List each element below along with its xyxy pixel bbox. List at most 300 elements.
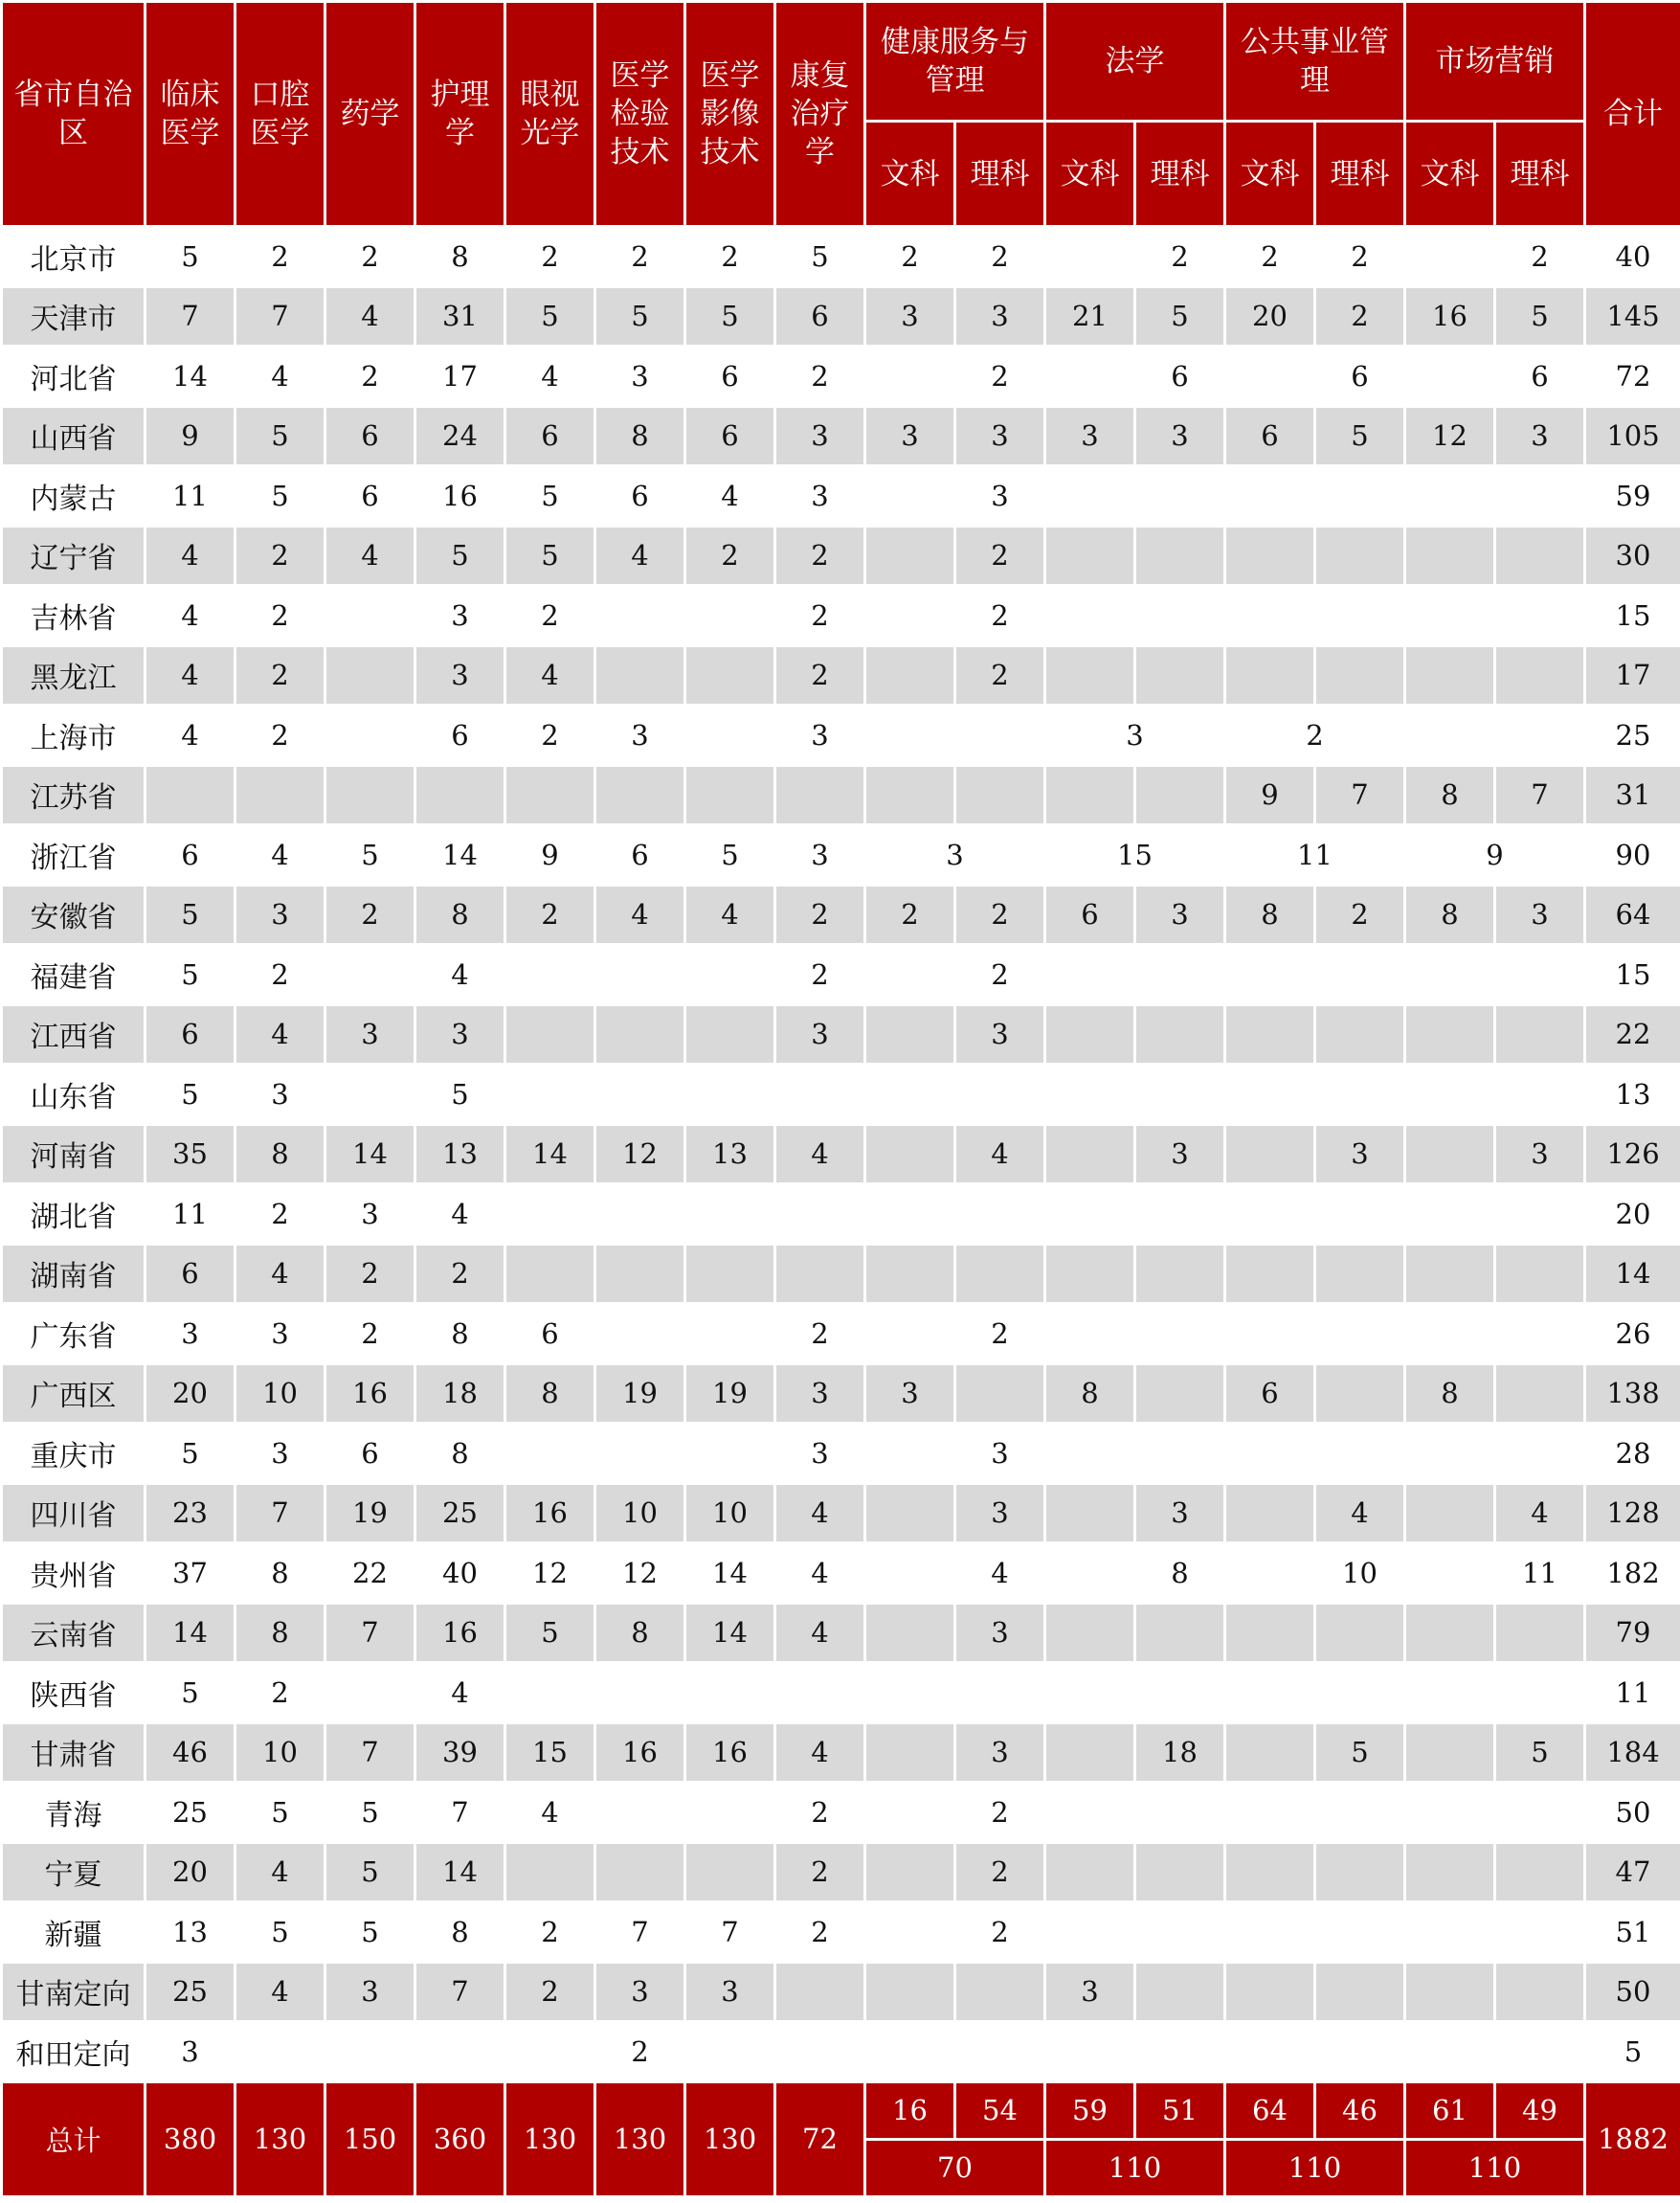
value-cell	[685, 645, 775, 706]
value-cell	[775, 1962, 865, 2022]
table-row	[2, 1543, 1680, 1604]
value-cell: 12	[595, 1124, 685, 1184]
value-cell	[1495, 1603, 1585, 1663]
province-cell: 甘肃省	[2, 1722, 146, 1783]
table-row	[2, 1663, 1680, 1723]
value-cell: 5	[325, 1783, 415, 1843]
total-cell: 130	[505, 2081, 595, 2196]
value-cell	[1315, 1004, 1405, 1065]
value-cell: 3	[1135, 885, 1225, 945]
value-cell: 8	[235, 1124, 325, 1184]
value-cell: 18	[1135, 1722, 1225, 1783]
value-cell	[1405, 1962, 1495, 2022]
value-cell: 3	[415, 645, 505, 706]
value-cell: 2	[955, 945, 1045, 1005]
total-li: 49	[1495, 2081, 1585, 2139]
province-cell: 江西省	[2, 1004, 146, 1065]
value-cell: 25	[146, 1962, 235, 2022]
value-cell: 2	[865, 227, 955, 287]
value-cell: 14	[415, 1842, 505, 1902]
value-cell	[1045, 1603, 1135, 1663]
header-sub-wen: 文科	[1225, 122, 1315, 227]
table-row	[2, 945, 1680, 1005]
value-cell	[1405, 1842, 1495, 1902]
row-total-cell: 126	[1585, 1124, 1680, 1184]
value-cell: 8	[415, 1304, 505, 1364]
value-cell	[865, 1304, 955, 1364]
value-cell: 11	[146, 466, 235, 527]
value-cell	[595, 586, 685, 646]
value-cell: 9	[1225, 765, 1315, 825]
value-cell: 5	[146, 945, 235, 1005]
value-cell	[1045, 466, 1135, 527]
value-cell	[1225, 526, 1315, 586]
grand-total: 1882	[1585, 2081, 1680, 2196]
value-cell	[1045, 1543, 1135, 1604]
row-total-cell: 79	[1585, 1603, 1680, 1663]
value-cell: 3	[1045, 1962, 1135, 2022]
value-cell: 2	[235, 1663, 325, 1723]
province-cell: 广东省	[2, 1304, 146, 1364]
value-cell: 3	[1135, 1124, 1225, 1184]
value-cell	[1135, 765, 1225, 825]
value-cell	[1405, 1483, 1495, 1543]
value-cell	[865, 466, 955, 527]
value-cell: 10	[235, 1363, 325, 1424]
value-cell	[775, 2022, 865, 2082]
value-cell: 4	[235, 1842, 325, 1902]
total-cell: 72	[775, 2081, 865, 2196]
value-cell	[1225, 347, 1315, 407]
value-cell: 7	[1315, 765, 1405, 825]
value-cell: 23	[146, 1483, 235, 1543]
header-major: 康复治疗学	[775, 2, 865, 227]
value-cell	[1045, 945, 1135, 1005]
value-cell	[955, 1962, 1045, 2022]
total-cell: 130	[685, 2081, 775, 2196]
value-cell: 3	[415, 586, 505, 646]
merged-value-cell: 15	[1045, 825, 1225, 886]
value-cell: 4	[415, 1663, 505, 1723]
value-cell: 7	[415, 1962, 505, 2022]
value-cell	[1405, 645, 1495, 706]
value-cell: 8	[1405, 1363, 1495, 1424]
total-wen: 61	[1405, 2081, 1495, 2139]
table-header	[2, 2, 1680, 227]
province-cell: 河北省	[2, 347, 146, 407]
row-total-cell: 138	[1585, 1363, 1680, 1424]
total-cell: 360	[415, 2081, 505, 2196]
value-cell	[1315, 1065, 1405, 1125]
value-cell: 2	[235, 645, 325, 706]
value-cell: 8	[1225, 885, 1315, 945]
value-cell: 4	[146, 586, 235, 646]
value-cell: 12	[1405, 406, 1495, 466]
value-cell	[1495, 526, 1585, 586]
value-cell	[1045, 1304, 1135, 1364]
province-cell: 浙江省	[2, 825, 146, 886]
value-cell: 12	[595, 1543, 685, 1604]
header-split-major: 法学	[1045, 2, 1225, 122]
table-row	[2, 1842, 1680, 1902]
value-cell	[505, 1184, 595, 1245]
value-cell	[1045, 586, 1135, 646]
value-cell	[1135, 1663, 1225, 1723]
value-cell: 2	[235, 227, 325, 287]
value-cell	[325, 1065, 415, 1125]
value-cell: 7	[325, 1722, 415, 1783]
value-cell	[325, 706, 415, 766]
value-cell: 19	[595, 1363, 685, 1424]
value-cell: 19	[325, 1483, 415, 1543]
value-cell	[595, 1842, 685, 1902]
row-total-cell: 17	[1585, 645, 1680, 706]
value-cell	[505, 1065, 595, 1125]
value-cell	[775, 1184, 865, 1245]
value-cell: 16	[1405, 286, 1495, 347]
value-cell: 3	[1495, 885, 1585, 945]
value-cell: 6	[1225, 406, 1315, 466]
value-cell	[1045, 1783, 1135, 1843]
value-cell: 2	[775, 945, 865, 1005]
value-cell: 6	[325, 466, 415, 527]
table-row	[2, 526, 1680, 586]
value-cell: 6	[146, 1244, 235, 1304]
value-cell: 14	[685, 1603, 775, 1663]
value-cell: 3	[1495, 1124, 1585, 1184]
value-cell: 2	[595, 227, 685, 287]
totals-label: 总计	[2, 2081, 146, 2196]
province-cell: 吉林省	[2, 586, 146, 646]
value-cell: 6	[505, 1304, 595, 1364]
value-cell	[595, 1004, 685, 1065]
value-cell	[1135, 1783, 1225, 1843]
value-cell	[685, 1783, 775, 1843]
value-cell	[865, 1962, 955, 2022]
total-split-sum: 110	[1405, 2139, 1585, 2196]
value-cell	[865, 586, 955, 646]
value-cell: 2	[235, 945, 325, 1005]
value-cell: 8	[1405, 885, 1495, 945]
value-cell: 4	[775, 1543, 865, 1604]
value-cell	[1225, 1603, 1315, 1663]
value-cell: 6	[146, 825, 235, 886]
value-cell	[1495, 1304, 1585, 1364]
value-cell: 2	[325, 885, 415, 945]
value-cell	[235, 765, 325, 825]
value-cell: 8	[415, 1424, 505, 1484]
value-cell: 2	[955, 586, 1045, 646]
province-cell: 贵州省	[2, 1543, 146, 1604]
value-cell	[1495, 586, 1585, 646]
value-cell: 3	[235, 885, 325, 945]
value-cell	[325, 945, 415, 1005]
header-split-major: 公共事业管理	[1225, 2, 1405, 122]
value-cell	[1495, 945, 1585, 1005]
value-cell	[1135, 2022, 1225, 2082]
value-cell	[1045, 1902, 1135, 1963]
row-total-cell: 47	[1585, 1842, 1680, 1902]
value-cell: 24	[415, 406, 505, 466]
value-cell	[1225, 1424, 1315, 1484]
value-cell: 8	[1045, 1363, 1135, 1424]
value-cell: 2	[775, 526, 865, 586]
value-cell: 10	[685, 1483, 775, 1543]
value-cell	[1135, 1304, 1225, 1364]
value-cell: 7	[325, 1603, 415, 1663]
value-cell: 3	[955, 1004, 1045, 1065]
merged-value-cell: 11	[1225, 825, 1405, 886]
value-cell: 25	[415, 1483, 505, 1543]
value-cell: 9	[505, 825, 595, 886]
row-total-cell: 145	[1585, 286, 1680, 347]
value-cell: 2	[1315, 885, 1405, 945]
value-cell: 4	[325, 526, 415, 586]
value-cell	[505, 1244, 595, 1304]
value-cell: 4	[1495, 1483, 1585, 1543]
table-body	[2, 227, 1680, 2082]
value-cell: 2	[775, 1842, 865, 1902]
value-cell	[685, 1244, 775, 1304]
total-li: 54	[955, 2081, 1045, 2139]
value-cell: 2	[775, 1902, 865, 1963]
table-row	[2, 1065, 1680, 1125]
value-cell: 6	[685, 406, 775, 466]
row-total-cell: 51	[1585, 1902, 1680, 1963]
value-cell: 4	[415, 945, 505, 1005]
value-cell: 7	[595, 1902, 685, 1963]
value-cell: 3	[415, 1004, 505, 1065]
value-cell: 5	[146, 227, 235, 287]
value-cell	[1045, 1124, 1135, 1184]
value-cell: 2	[505, 706, 595, 766]
value-cell: 20	[146, 1842, 235, 1902]
value-cell: 8	[595, 406, 685, 466]
value-cell: 2	[235, 706, 325, 766]
value-cell: 15	[505, 1722, 595, 1783]
value-cell	[1045, 2022, 1135, 2082]
row-total-cell: 128	[1585, 1483, 1680, 1543]
value-cell: 2	[775, 586, 865, 646]
table-row	[2, 1004, 1680, 1065]
value-cell: 5	[505, 526, 595, 586]
value-cell: 8	[415, 227, 505, 287]
header-total: 合计	[1585, 2, 1680, 227]
value-cell	[1495, 1783, 1585, 1843]
value-cell	[865, 1663, 955, 1723]
value-cell	[1405, 1184, 1495, 1245]
merged-value-cell: 9	[1405, 825, 1585, 886]
value-cell	[685, 706, 775, 766]
value-cell: 4	[415, 1184, 505, 1245]
value-cell	[1045, 227, 1135, 287]
row-total-cell: 90	[1585, 825, 1680, 886]
value-cell	[1225, 1124, 1315, 1184]
row-total-cell: 105	[1585, 406, 1680, 466]
value-cell: 5	[235, 1783, 325, 1843]
total-wen: 16	[865, 2081, 955, 2139]
value-cell: 5	[685, 825, 775, 886]
value-cell: 2	[235, 586, 325, 646]
province-cell: 江苏省	[2, 765, 146, 825]
value-cell	[505, 1842, 595, 1902]
value-cell	[1315, 645, 1405, 706]
value-cell	[1405, 1543, 1495, 1604]
value-cell: 37	[146, 1543, 235, 1604]
value-cell	[505, 1663, 595, 1723]
value-cell: 3	[955, 466, 1045, 527]
header-sub-wen: 文科	[1045, 122, 1135, 227]
header-major: 医学检验技术	[595, 2, 685, 227]
value-cell: 31	[415, 286, 505, 347]
row-total-cell: 72	[1585, 347, 1680, 407]
value-cell: 3	[775, 1363, 865, 1424]
value-cell: 7	[685, 1902, 775, 1963]
value-cell: 11	[1495, 1543, 1585, 1604]
value-cell	[1225, 1722, 1315, 1783]
value-cell	[1315, 1363, 1405, 1424]
value-cell: 5	[146, 885, 235, 945]
province-cell: 重庆市	[2, 1424, 146, 1484]
value-cell: 5	[235, 466, 325, 527]
row-total-cell: 11	[1585, 1663, 1680, 1723]
row-total-cell: 22	[1585, 1004, 1680, 1065]
value-cell	[955, 1244, 1045, 1304]
value-cell: 4	[955, 1543, 1045, 1604]
value-cell: 2	[1135, 227, 1225, 287]
value-cell: 2	[775, 645, 865, 706]
value-cell: 35	[146, 1124, 235, 1184]
value-cell: 2	[955, 526, 1045, 586]
value-cell: 6	[415, 706, 505, 766]
value-cell: 2	[235, 526, 325, 586]
value-cell	[1315, 945, 1405, 1005]
value-cell	[775, 1244, 865, 1304]
value-cell	[1045, 1065, 1135, 1125]
value-cell	[865, 1424, 955, 1484]
value-cell	[1045, 526, 1135, 586]
value-cell: 3	[146, 2022, 235, 2082]
value-cell	[1045, 1004, 1135, 1065]
value-cell	[865, 645, 955, 706]
value-cell: 6	[595, 825, 685, 886]
table-row	[2, 1363, 1680, 1424]
value-cell: 4	[685, 466, 775, 527]
value-cell	[685, 1842, 775, 1902]
value-cell: 3	[146, 1304, 235, 1364]
province-cell: 天津市	[2, 286, 146, 347]
table-row	[2, 706, 1680, 766]
value-cell	[1405, 1124, 1495, 1184]
province-cell: 新疆	[2, 1902, 146, 1963]
value-cell	[685, 1424, 775, 1484]
value-cell: 4	[146, 526, 235, 586]
value-cell	[1225, 466, 1315, 527]
value-cell: 3	[595, 347, 685, 407]
value-cell: 3	[325, 1184, 415, 1245]
value-cell	[865, 347, 955, 407]
value-cell: 8	[1135, 1543, 1225, 1604]
value-cell: 6	[1225, 1363, 1315, 1424]
value-cell: 2	[775, 347, 865, 407]
province-cell: 青海	[2, 1783, 146, 1843]
province-cell: 广西区	[2, 1363, 146, 1424]
value-cell: 5	[1135, 286, 1225, 347]
value-cell	[955, 1065, 1045, 1125]
value-cell	[1225, 1783, 1315, 1843]
value-cell: 19	[685, 1363, 775, 1424]
value-cell: 40	[415, 1543, 505, 1604]
value-cell: 3	[1135, 1483, 1225, 1543]
value-cell	[1315, 1962, 1405, 2022]
value-cell: 11	[146, 1184, 235, 1245]
row-total-cell: 15	[1585, 586, 1680, 646]
value-cell: 4	[235, 1004, 325, 1065]
value-cell	[865, 1124, 955, 1184]
value-cell	[325, 765, 415, 825]
header-sub-wen: 文科	[865, 122, 955, 227]
value-cell	[505, 1424, 595, 1484]
merged-value-cell: 3	[1045, 706, 1225, 766]
value-cell: 14	[505, 1124, 595, 1184]
value-cell: 13	[146, 1902, 235, 1963]
value-cell	[1405, 1902, 1495, 1963]
value-cell	[1135, 945, 1225, 1005]
value-cell	[865, 1543, 955, 1604]
table-row	[2, 1603, 1680, 1663]
value-cell: 8	[1405, 765, 1495, 825]
value-cell: 2	[1315, 227, 1405, 287]
value-cell	[595, 645, 685, 706]
value-cell: 3	[775, 706, 865, 766]
value-cell: 16	[505, 1483, 595, 1543]
table-row	[2, 1962, 1680, 2022]
value-cell	[1315, 526, 1405, 586]
value-cell	[1135, 1603, 1225, 1663]
value-cell: 7	[235, 286, 325, 347]
row-total-cell: 31	[1585, 765, 1680, 825]
value-cell: 20	[146, 1363, 235, 1424]
value-cell	[1405, 1663, 1495, 1723]
total-split-sum: 70	[865, 2139, 1045, 2196]
value-cell: 2	[955, 1902, 1045, 1963]
value-cell: 5	[325, 1902, 415, 1963]
value-cell	[685, 1304, 775, 1364]
value-cell	[1225, 1004, 1315, 1065]
value-cell: 2	[1495, 227, 1585, 287]
province-cell: 辽宁省	[2, 526, 146, 586]
value-cell: 2	[505, 586, 595, 646]
value-cell	[1045, 645, 1135, 706]
value-cell: 2	[955, 347, 1045, 407]
value-cell: 22	[325, 1543, 415, 1604]
value-cell	[865, 1603, 955, 1663]
value-cell	[1045, 1722, 1135, 1783]
value-cell	[1045, 1244, 1135, 1304]
value-cell	[865, 765, 955, 825]
value-cell: 2	[955, 1304, 1045, 1364]
value-cell	[1045, 765, 1135, 825]
value-cell	[1405, 526, 1495, 586]
value-cell	[1495, 1004, 1585, 1065]
row-total-cell: 30	[1585, 526, 1680, 586]
value-cell: 12	[505, 1543, 595, 1604]
value-cell	[1405, 347, 1495, 407]
value-cell: 5	[1495, 286, 1585, 347]
province-cell: 湖北省	[2, 1184, 146, 1245]
table-row	[2, 1184, 1680, 1245]
value-cell	[865, 2022, 955, 2082]
